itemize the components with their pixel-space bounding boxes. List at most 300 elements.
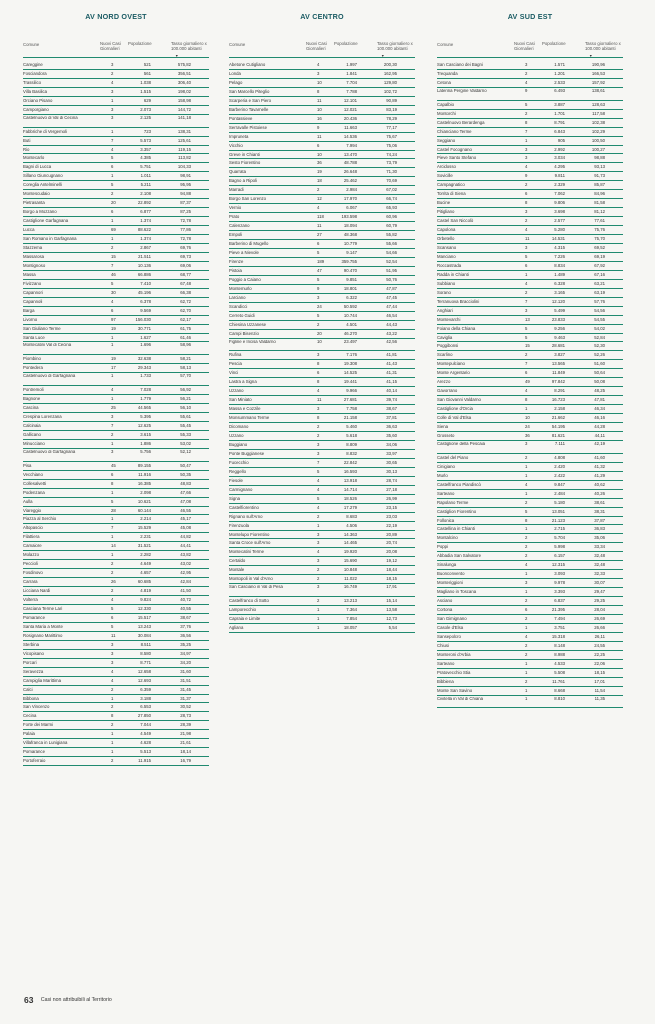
cell-tasso: 41,29 (594, 472, 605, 478)
cell-tasso: 47,66 (180, 489, 191, 495)
table-row (437, 660, 623, 669)
table-row (437, 253, 623, 262)
table-row (437, 687, 623, 696)
cell-popolazione: 16.593 (343, 468, 357, 474)
header-tasso[interactable]: Tasso giornaliero x 100.000 abitanti (585, 41, 621, 51)
cell-tasso: 77,61 (594, 218, 605, 224)
table-row (229, 142, 415, 151)
table-row (437, 499, 623, 508)
cell-tasso: 30,65 (386, 459, 397, 465)
cell-popolazione: 4.628 (140, 740, 151, 746)
cell-comune: Buonconvento (437, 571, 465, 577)
cell-comune: Montelupo Fiorentino (229, 531, 270, 537)
cell-comune: Porcari (23, 659, 37, 665)
area-column (23, 12, 209, 766)
header-popolazione[interactable]: Popolazione (542, 41, 566, 46)
cell-nuovi-casi: 5 (317, 495, 320, 501)
cell-tasso: 69,06 (180, 262, 191, 268)
cell-comune: Marradi (229, 187, 244, 193)
cell-popolazione: 2.484 (554, 490, 565, 496)
cell-nuovi-casi: 13 (525, 316, 530, 322)
cell-comune: Chiusi (437, 642, 449, 648)
cell-tasso: 46,55 (180, 507, 191, 513)
cell-nuovi-casi: 2 (525, 616, 528, 622)
cell-popolazione: 60.685 (137, 579, 151, 585)
cell-nuovi-casi: 8 (317, 379, 320, 385)
cell-nuovi-casi: 2 (525, 678, 528, 684)
cell-popolazione: 1.627 (140, 334, 151, 340)
table-row (437, 217, 623, 226)
cell-nuovi-casi: 2 (111, 561, 114, 567)
table-row (229, 615, 415, 624)
cell-nuovi-casi: 3 (317, 352, 320, 358)
cell-tasso: 22,06 (594, 660, 605, 666)
cell-tasso: 38,67 (386, 406, 397, 412)
cell-nuovi-casi: 5 (111, 280, 114, 286)
cell-nuovi-casi: 1 (525, 526, 528, 532)
table-row (437, 454, 623, 463)
cell-tasso: 77,86 (180, 227, 191, 233)
cell-popolazione: 9.147 (346, 250, 357, 256)
cell-comune: Crespina Lorenzana (23, 414, 62, 420)
cell-popolazione: 30.084 (137, 632, 151, 638)
area-column (229, 12, 415, 633)
table-row (23, 650, 209, 659)
cell-tasso: 34,20 (180, 659, 191, 665)
table-row (23, 190, 209, 199)
cell-nuovi-casi: 2 (525, 642, 528, 648)
table-row (437, 351, 623, 360)
cell-popolazione: 21.158 (343, 415, 357, 421)
cell-tasso: 166,53 (591, 70, 605, 76)
cell-tasso: 141,18 (177, 114, 191, 120)
cell-popolazione: 4.501 (346, 321, 357, 327)
cell-comune: Fabbriche di Vergemoli (23, 128, 67, 134)
cell-tasso: 66,74 (386, 196, 397, 202)
table-row (23, 181, 209, 190)
cell-nuovi-casi: 19 (317, 169, 322, 175)
cell-popolazione: 4.385 (140, 155, 151, 161)
header-tasso[interactable]: Tasso giornaliero x 100.000 abitanti (171, 41, 207, 51)
cell-popolazione: 5.499 (554, 307, 565, 313)
cell-comune: Montale (229, 567, 245, 573)
cell-popolazione: 6.837 (554, 598, 565, 604)
cell-popolazione: 50.592 (343, 303, 357, 309)
cell-popolazione: 7.028 (140, 387, 151, 393)
cell-tasso: 19,12 (386, 558, 397, 564)
cell-popolazione: 6.553 (140, 704, 151, 710)
cell-comune: Poppi (437, 544, 448, 550)
cell-tasso: 26,66 (594, 624, 605, 630)
header-nuovi-casi[interactable]: Nuovi Casi Giornalieri (100, 41, 121, 51)
cell-nuovi-casi: 1 (525, 271, 528, 277)
table-row (23, 587, 209, 596)
cell-comune: Pontremoli (23, 387, 44, 393)
cell-popolazione: 3.751 (554, 624, 565, 630)
cell-popolazione: 5.618 (346, 433, 357, 439)
cell-nuovi-casi: 2 (111, 704, 114, 710)
cell-popolazione: 9.966 (346, 388, 357, 394)
cell-nuovi-casi: 2 (111, 686, 114, 692)
cell-popolazione: 2.108 (140, 191, 151, 197)
table-row (229, 249, 415, 258)
cell-comune: Livorno (23, 316, 38, 322)
header-comune[interactable]: Comune (23, 42, 40, 47)
table-row (437, 508, 623, 517)
cell-popolazione: 18.526 (343, 495, 357, 501)
cell-popolazione: 3.698 (554, 209, 565, 215)
header-nuovi-casi[interactable]: Nuovi Casi Giornalieri (514, 41, 535, 51)
cell-popolazione: 5.513 (140, 749, 151, 755)
cell-popolazione: 6.067 (346, 205, 357, 211)
cell-popolazione: 23.833 (551, 316, 565, 322)
cell-tasso: 66,38 (180, 289, 191, 295)
cell-popolazione: 19.441 (343, 379, 357, 385)
cell-comune: Cortona (437, 607, 453, 613)
table-row (229, 450, 415, 459)
table-row (229, 61, 415, 70)
cell-tasso: 54,02 (594, 325, 605, 331)
cell-popolazione: 1.886 (140, 440, 151, 446)
cell-comune: Castelfiorentino (229, 504, 259, 510)
cell-nuovi-casi: 1 (111, 373, 114, 379)
cell-tasso: 62,70 (180, 307, 191, 313)
cell-nuovi-casi: 4 (525, 388, 528, 394)
table-row (23, 106, 209, 115)
cell-nuovi-casi: 3 (111, 641, 114, 647)
cell-nuovi-casi: 3 (317, 584, 320, 590)
cell-tasso: 75,70 (594, 236, 605, 242)
cell-comune: Santa Luce (23, 334, 45, 340)
cell-tasso: 40,62 (594, 481, 605, 487)
table-row (229, 597, 415, 606)
cell-nuovi-casi: 4 (317, 486, 320, 492)
table-row (229, 285, 415, 294)
cell-comune: San Casciano in Val di Pesa (229, 585, 283, 590)
table-row (23, 578, 209, 587)
cell-comune: Capalbio (437, 101, 454, 107)
cell-comune: Vernio (229, 205, 242, 211)
table-row (23, 480, 209, 489)
table-row (229, 378, 415, 387)
cell-nuovi-casi: 1 (111, 97, 114, 103)
table-row (229, 575, 415, 584)
cell-popolazione: 5.180 (554, 499, 565, 505)
cell-comune: Campi Bisenzio (229, 330, 259, 336)
table-row (23, 739, 209, 748)
cell-nuovi-casi: 2 (111, 588, 114, 594)
cell-nuovi-casi: 2 (317, 187, 320, 193)
header-nuovi-casi[interactable]: Nuovi Casi Giornalieri (306, 41, 327, 51)
cell-comune: Bagno a Ripoli (229, 178, 257, 184)
cell-comune: Altopascio (23, 525, 43, 531)
cell-nuovi-casi: 7 (111, 137, 114, 143)
cell-popolazione: 9.811 (554, 173, 565, 179)
table-row (23, 440, 209, 449)
cell-nuovi-casi: 30 (111, 289, 116, 295)
cell-nuovi-casi: 1 (111, 489, 114, 495)
cell-popolazione: 3.093 (554, 571, 565, 577)
cell-tasso: 81,58 (594, 200, 605, 206)
cell-comune: Asciano (437, 598, 453, 604)
cell-popolazione: 14.465 (343, 540, 357, 546)
cell-popolazione: 8.511 (140, 641, 151, 647)
cell-comune: Pomarance (23, 749, 45, 755)
cell-nuovi-casi: 9 (317, 124, 320, 130)
table-row (229, 115, 415, 124)
header-popolazione[interactable]: Popolazione (128, 41, 152, 46)
table-row (437, 543, 623, 552)
cell-nuovi-casi: 1 (525, 571, 528, 577)
cell-nuovi-casi: 2 (525, 70, 528, 76)
table-row (23, 431, 209, 440)
table-row (23, 632, 209, 641)
cell-comune: Trequanda (437, 70, 458, 76)
table-row (23, 524, 209, 533)
table-row (229, 459, 415, 468)
cell-tasso: 31,60 (180, 668, 191, 674)
table-row (23, 605, 209, 614)
table-row (23, 289, 209, 298)
cell-tasso: 55,61 (180, 414, 191, 420)
cell-nuovi-casi: 6 (317, 370, 320, 376)
cell-comune: Arcidosso (437, 164, 456, 170)
table-row (23, 88, 209, 97)
cell-nuovi-casi: 4 (317, 62, 320, 67)
table-row (23, 596, 209, 605)
table-row (229, 97, 415, 106)
cell-comune: Lucca (23, 227, 35, 233)
cell-tasso: 43,02 (180, 561, 191, 567)
cell-comune: Villa Basilica (23, 88, 48, 94)
table-row (23, 721, 209, 730)
table-row (229, 396, 415, 405)
cell-tasso: 41,32 (594, 463, 605, 469)
table-row (23, 253, 209, 262)
cell-popolazione: 11.663 (344, 124, 357, 130)
cell-comune: Prato (229, 214, 240, 220)
cell-tasso: 85,87 (594, 182, 605, 188)
cell-comune: Monte Argentario (437, 370, 470, 376)
table-row (23, 355, 209, 364)
table-row (437, 208, 623, 217)
cell-tasso: 30,07 (594, 580, 605, 586)
cell-tasso: 56,21 (180, 396, 191, 402)
cell-nuovi-casi: 5 (111, 498, 114, 504)
cell-comune: Certaldo (229, 558, 246, 564)
cell-tasso: 63,21 (594, 280, 605, 286)
sort-desc-icon[interactable]: ▼ (381, 54, 385, 58)
table-row (23, 307, 209, 316)
table-row (437, 146, 623, 155)
cell-comune: Chianciano Terme (437, 128, 472, 134)
cell-nuovi-casi: 3 (317, 406, 320, 412)
cell-tasso: 44,43 (386, 321, 397, 327)
cell-tasso: 93,13 (594, 164, 605, 170)
cell-tasso: 20,08 (386, 549, 397, 555)
table-row (23, 115, 209, 128)
cell-popolazione: 8.810 (554, 695, 565, 701)
cell-nuovi-casi: 3 (317, 540, 320, 546)
cell-popolazione: 22.842 (343, 459, 357, 465)
table-row (437, 669, 623, 678)
cell-nuovi-casi: 2 (525, 352, 528, 358)
cell-popolazione: 29.343 (137, 365, 151, 371)
cell-tasso: 42,84 (180, 579, 191, 585)
cell-tasso: 33,97 (386, 450, 397, 456)
cell-popolazione: 89.155 (137, 462, 151, 468)
cell-nuovi-casi: 6 (317, 241, 320, 247)
cell-popolazione: 19.308 (343, 361, 357, 367)
cell-comune: Impruneta (229, 133, 249, 139)
table-row (23, 163, 209, 172)
cell-comune: Viareggio (23, 507, 42, 513)
table-row (437, 423, 623, 432)
cell-tasso: 28,39 (180, 722, 191, 728)
cell-comune: Massarosa (23, 253, 45, 259)
cell-popolazione: 4.533 (554, 660, 565, 666)
cell-popolazione: 12.658 (137, 668, 151, 674)
cell-popolazione: 8.148 (554, 642, 565, 648)
cell-nuovi-casi: 2 (317, 598, 320, 604)
cell-comune: Piombino (23, 356, 41, 362)
cell-popolazione: 359.755 (341, 258, 357, 264)
cell-nuovi-casi: 2 (317, 567, 320, 573)
cell-popolazione: 12.330 (137, 605, 151, 611)
table-row (23, 208, 209, 217)
cell-comune: Podenzana (23, 489, 45, 495)
cell-comune: Pistoia (229, 267, 242, 273)
cell-nuovi-casi: 4 (525, 227, 528, 233)
cell-nuovi-casi: 11 (525, 236, 530, 242)
cell-popolazione: 1.571 (554, 62, 565, 67)
table-header (229, 22, 415, 58)
cell-tasso: 40,55 (180, 605, 191, 611)
cell-popolazione: 11.916 (138, 471, 151, 477)
cell-comune: Poggio a Caiano (229, 276, 261, 282)
cell-comune: San Marcello Piteglio (229, 88, 270, 94)
cell-tasso: 83,19 (386, 106, 397, 112)
header-popolazione[interactable]: Popolazione (334, 41, 358, 46)
cell-nuovi-casi: 17 (111, 365, 116, 371)
cell-nuovi-casi: 10 (317, 151, 322, 157)
cell-comune: Rufina (229, 352, 242, 358)
cell-popolazione: 12.101 (343, 97, 357, 103)
cell-popolazione: 7.226 (554, 253, 565, 259)
cell-popolazione: 6.322 (346, 294, 357, 300)
table-row (437, 181, 623, 190)
cell-tasso: 87,25 (180, 209, 191, 215)
sort-desc-icon[interactable]: ▼ (175, 54, 179, 58)
table-row (229, 531, 415, 540)
cell-nuovi-casi: 2 (525, 289, 528, 295)
cell-nuovi-casi: 10 (317, 79, 322, 85)
cell-nuovi-casi: 7 (525, 298, 528, 304)
cell-tasso: 33,34 (594, 544, 605, 550)
table-row (229, 441, 415, 450)
cell-tasso: 37,81 (386, 415, 397, 421)
cell-nuovi-casi: 10 (317, 338, 322, 344)
cell-popolazione: 4.295 (554, 164, 565, 170)
cell-nuovi-casi: 1 (111, 342, 114, 348)
cell-popolazione: 81.621 (551, 433, 565, 439)
cell-tasso: 40,14 (386, 388, 397, 394)
table-row (229, 267, 415, 276)
header-comune[interactable]: Comune (437, 42, 454, 47)
cell-nuovi-casi: 1 (525, 463, 528, 469)
cell-nuovi-casi: 3 (111, 88, 114, 94)
cell-comune: Castiglione d'Orcia (437, 406, 473, 412)
cell-nuovi-casi: 3 (525, 62, 528, 67)
cell-tasso: 52,30 (594, 343, 605, 349)
cell-popolazione: 21.662 (551, 415, 565, 421)
cell-tasso: 69,52 (594, 245, 605, 250)
cell-comune: Buti (23, 137, 31, 143)
cell-comune: Peccioli (23, 561, 38, 567)
cell-comune: Carmignano (229, 486, 253, 492)
sort-desc-icon[interactable]: ▼ (589, 54, 593, 58)
table-row (23, 695, 209, 704)
cell-nuovi-casi: 69 (111, 227, 116, 233)
cell-comune: Buggiano (229, 441, 248, 447)
cell-comune: Careggine (23, 62, 43, 67)
cell-comune: Fiesole (229, 477, 243, 483)
table-row (229, 151, 415, 160)
cell-tasso: 48,25 (594, 388, 605, 394)
cell-comune: Castel Focognano (437, 146, 472, 152)
cell-tasso: 100,27 (591, 146, 605, 152)
cell-popolazione: 9.978 (554, 580, 565, 586)
cell-tasso: 60,79 (386, 223, 397, 229)
cell-tasso: 69,19 (594, 253, 605, 259)
table-row (437, 378, 623, 387)
cell-tasso: 68,77 (180, 271, 191, 277)
cell-tasso: 77,17 (386, 124, 397, 130)
cell-tasso: 38,61 (594, 499, 605, 505)
cell-comune: Coreglia Antelminelli (23, 182, 62, 188)
cell-nuovi-casi: 5 (317, 250, 320, 256)
cell-comune: Castel del Piano (437, 454, 469, 460)
cell-comune: Monteroni d'Arbia (437, 651, 471, 657)
cell-popolazione: 48.788 (343, 160, 357, 166)
cell-tasso: 30,52 (180, 704, 191, 710)
table-row (437, 172, 623, 181)
cell-comune: Scandicci (229, 303, 248, 309)
cell-comune: Abetone Cutigliano (229, 62, 266, 67)
cell-popolazione: 15.529 (137, 525, 151, 531)
cell-tasso: 43,82 (180, 552, 191, 558)
header-tasso[interactable]: Tasso giornaliero x 100.000 abitanti (377, 41, 413, 51)
header-comune[interactable]: Comune (229, 42, 246, 47)
cell-popolazione: 3.887 (554, 101, 565, 107)
cell-comune: Pisa (23, 462, 32, 468)
cell-comune: Volterra (23, 597, 38, 603)
cell-popolazione: 9.851 (346, 276, 357, 282)
table-row (437, 334, 623, 343)
area-title: AV NORD OVEST (85, 12, 147, 21)
cell-comune: Rapolano Terme (437, 499, 469, 505)
cell-nuovi-casi: 49 (525, 379, 530, 385)
cell-comune: Orbetello (437, 236, 455, 242)
cell-comune: Montevarchi (437, 316, 461, 322)
cell-comune: Capannori (23, 289, 43, 295)
cell-popolazione: 5.998 (554, 544, 565, 550)
cell-tasso: 52,54 (386, 258, 397, 264)
cell-nuovi-casi: 6 (525, 607, 528, 613)
table-row (23, 462, 209, 471)
cell-popolazione: 3.034 (554, 155, 565, 161)
cell-popolazione: 9.463 (554, 334, 565, 340)
